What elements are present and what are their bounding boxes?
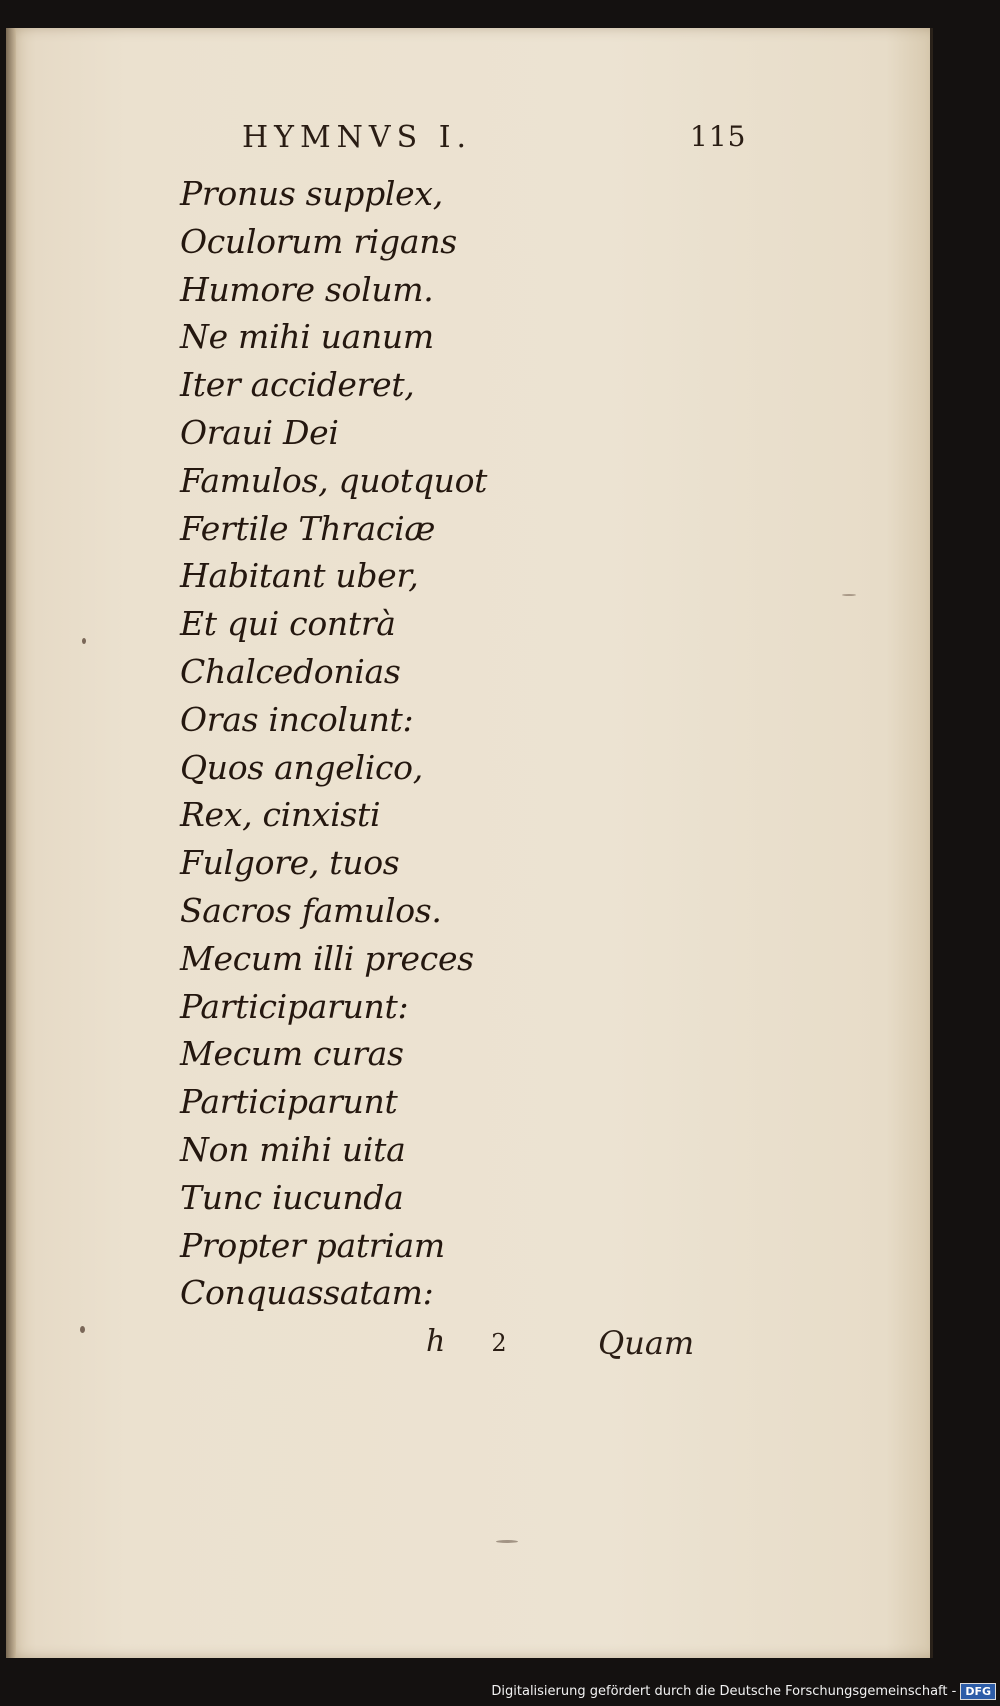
running-head: HYMNVS I. — [242, 120, 473, 155]
verse-line: Oraui Dei — [180, 412, 339, 452]
verse-line: Oras incolunt: — [180, 699, 414, 739]
verse-line: Chalcedonias — [180, 651, 401, 691]
verse-line: Oculorum rigans — [180, 221, 457, 261]
signature-letter: h — [426, 1324, 446, 1359]
paper-speck — [842, 594, 856, 596]
verse-line: Habitant uber, — [180, 556, 419, 596]
verse-line: Conquassatam: — [180, 1273, 434, 1313]
verse-line: Participarunt — [180, 1082, 398, 1122]
folio-number: 115 — [690, 120, 747, 153]
verse-line: Pronus supplex, — [180, 174, 443, 213]
verse-line: Participarunt: — [180, 986, 409, 1026]
book-page — [6, 28, 933, 1658]
paper-speck — [82, 638, 86, 644]
verse-line: Fulgore, tuos — [180, 843, 400, 883]
dfg-logo: DFG — [960, 1683, 996, 1700]
signature-number: 2 — [491, 1329, 507, 1357]
verse-line: Fertile Thraciæ — [180, 508, 436, 548]
verse-line: Rex, cinxisti — [180, 795, 381, 835]
verse-line: Mecum illi preces — [180, 938, 474, 978]
page-spine-edge — [6, 28, 16, 1658]
credit-text: Digitalisierung gefördert durch die Deutsche Forschungsgemeinschaft - — [491, 1684, 957, 1699]
verse-line: Ne mihi uanum — [180, 317, 434, 357]
paper-speck — [80, 1326, 85, 1333]
verse-line: Iter accideret, — [180, 365, 415, 405]
verse-line: Quos angelico, — [180, 747, 423, 787]
verse-line: Sacros famulos. — [180, 890, 442, 930]
verse-lines — [180, 170, 487, 1317]
paper-speck — [496, 1540, 518, 1543]
signature-mark — [426, 1324, 507, 1359]
verse-line: Et qui contrà — [180, 604, 396, 644]
verse-line: Humore solum. — [180, 269, 434, 309]
verse-line: Tunc iucunda — [180, 1177, 404, 1217]
catchword: Quam — [598, 1324, 695, 1362]
digitization-credit — [491, 1683, 996, 1700]
verse-line: Famulos, quotquot — [180, 460, 488, 500]
verse-line: Propter patriam — [180, 1225, 445, 1265]
verse-line: Mecum curas — [180, 1034, 404, 1074]
verse-line: Non mihi uita — [180, 1129, 406, 1169]
